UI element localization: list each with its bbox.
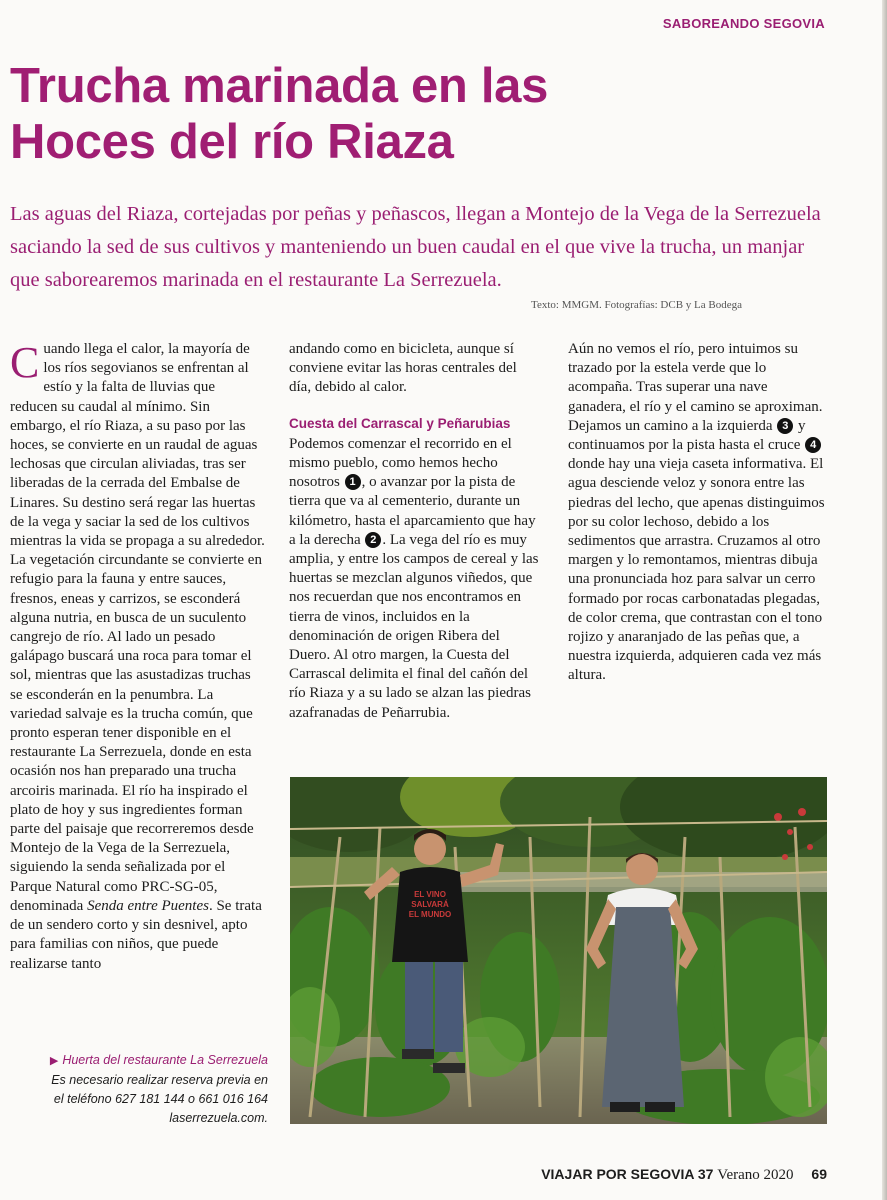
column-3-paragraph bbox=[568, 340, 826, 686]
waypoint-marker-1: 1 bbox=[345, 474, 361, 490]
lead-paragraph: Las aguas del Riaza, cortejadas por peñas y peñascos, llegan a Montejo de la Vega de la Serrezuela saciando la sed de sus cultivos y manteniendo un buen caudal en el que vive la trucha, un manjar que saborearemos marinada en el restaurante La Serrezuela. bbox=[10, 203, 821, 291]
page-footer bbox=[541, 1166, 827, 1184]
paragraph-text: , o avanzar por la pista de tierra que va al cementerio, durante un kilómetro, hasta el aparcamiento que hay a la derecha bbox=[289, 474, 536, 548]
waypoint-marker-3: 3 bbox=[777, 418, 793, 434]
body-column-1 bbox=[10, 340, 265, 974]
caption-line-2: el teléfono 627 181 144 o 661 016 164 bbox=[53, 1092, 268, 1106]
shirt-text-2: SALVARÁ bbox=[411, 900, 449, 909]
caption-arrow-icon: ▶ bbox=[49, 1055, 59, 1067]
caption-line-3: laserrezuela.com. bbox=[169, 1111, 268, 1125]
garden-photo-illustration bbox=[290, 777, 827, 1124]
title-line-2: Hoces del río Riaza bbox=[10, 115, 454, 169]
column-1-paragraph bbox=[10, 340, 265, 974]
magazine-name: VIAJAR POR SEGOVIA 37 bbox=[541, 1166, 714, 1182]
article-title bbox=[10, 58, 710, 170]
paragraph-text: y continuamos por la pista hasta el cruce bbox=[568, 417, 806, 454]
section-subheading: Cuesta del Carrascal y Peñarubias bbox=[289, 415, 511, 431]
photo-credit: Texto: MMGM. Fotografías: DCB y La Bodega bbox=[531, 299, 742, 311]
column-1-text-end: . Se trata de un sendero corto y sin desnivel, apto para familias con niños, que puede realizarse tanto bbox=[10, 897, 262, 972]
garden-photo bbox=[290, 777, 827, 1124]
trail-name: Senda entre Puentes bbox=[87, 897, 209, 914]
issue-season: Verano 2020 bbox=[717, 1167, 794, 1183]
column-2-paragraph-2 bbox=[289, 435, 542, 723]
title-line-1: Trucha marinada en las bbox=[10, 59, 549, 113]
body-column-3 bbox=[568, 340, 826, 686]
column-1-text: uando llega el calor, la mayoría de los ríos segovianos se enfrentan al estío y la falta de lluvias que reducen su caudal al mínimo. Sin embargo, el río Riaza, a su paso por las hoces, se convierte en un raudal de aguas lechosas que circulan aliviadas, tras ser liberadas de la cerrada del Embalse de Linares. Su destino será regar las huertas de la vega y saciar la sed de los cultivos mientras la vida se propaga a su alrededor. La vegetación circundante se convierte en refugio para la fauna y entre sauces, fresnos, eneas y carrizos, se esconderá alguna nutria, en busca de un suculento cangrejo de río. Al lado un pesado galápago buscará una roca para tomar el sol, mientras que las asustadizas truchas se esconderán en la penumbra. La variedad salvaje es la trucha común, que pronto esperan tener disponible en el restaurante La Serrezuela, donde en esta ocasión nos han preparado una trucha arcoiris marinada. El río ha inspirado el plato de hoy y sus ingredientes forman parte del paisaje que recorreremos desde Montejo de la Vega de la Serrezuela, siguiendo la senda señalizada por el Parque Natural como PRC-SG-05, denominada bbox=[10, 341, 265, 914]
shirt-text-3: EL MUNDO bbox=[408, 910, 452, 919]
paragraph-text: Aún no vemos el río, pero intuimos su trazado por la estela verde que lo acompaña. Tras superar una nave ganadera, el río y el camino se aproximan. Dejamos un camino a la izquierda bbox=[568, 341, 823, 434]
waypoint-marker-4: 4 bbox=[805, 437, 821, 453]
paragraph-text: Podemos comenzar el recorrido en el mismo pueblo, como hemos hecho nosotros bbox=[289, 435, 512, 491]
section-label: SABOREANDO SEGOVIA bbox=[662, 16, 825, 31]
column-2-paragraph-1: andando como en bicicleta, aunque sí conviene evitar las horas centrales del día, debido al calor. bbox=[289, 341, 517, 396]
paragraph-text: donde hay una vieja caseta informativa. El agua desciende veloz y sonora entre las piedras del lecho, que apenas distinguimos por su color lechoso, debido a los sedimentos que arrastra. Cruzamos al otro margen y lo remontamos, mientras dibuja una pronunciada hoz para salvar un cerro formado por rocas carbonatadas plegadas, de color crema, que contrastan con el tono rojizo y anaranjado de las peñas que, a nuestra izquierda, adquieren cada vez más altura. bbox=[568, 456, 825, 684]
paragraph-text: . La vega del río es muy amplia, y entre los campos de cereal y las huertas se mezclan algunos viñedos, que nos recuerdan que nos encontramos en tierra de vinos, incluidos en la denominación de origen Ribera del Duero. Al otro margen, la Cuesta del Carrascal delimita el final del cañón del río Riaza y a su lado se alzan las piedras azafranadas de Peñarrubia. bbox=[289, 531, 539, 721]
body-column-2 bbox=[289, 340, 542, 723]
shirt-text-1: EL VINO bbox=[414, 890, 446, 899]
drop-cap: C bbox=[10, 338, 40, 387]
page-edge bbox=[882, 0, 887, 1200]
page-number: 69 bbox=[811, 1166, 827, 1182]
caption-title: Huerta del restaurante La Serrezuela bbox=[62, 1053, 268, 1067]
caption-line-1: Es necesario realizar reserva previa en bbox=[51, 1073, 268, 1087]
waypoint-marker-2: 2 bbox=[365, 532, 381, 548]
photo-caption bbox=[10, 1051, 268, 1128]
